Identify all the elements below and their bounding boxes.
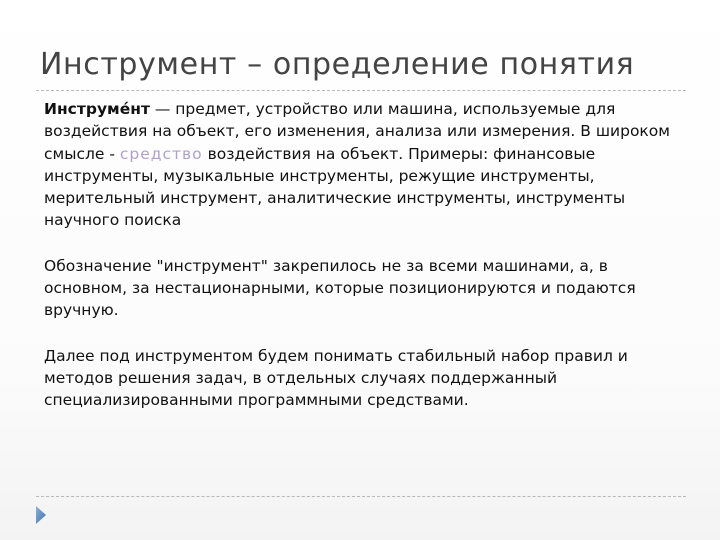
definition-text-start: — предмет, устройство или машина, используемые для воздействия на объект, его изменения, анализа или измерения. В широком смысле - [44,100,670,163]
triangle-right-icon[interactable] [36,506,46,524]
instrument-meaning-paragraph: Далее под инструментом будем понимать стабильный набор правил и методов решения задач, в отдельных случаях поддержанный специализированными программными средствами. [44,346,628,410]
designation-paragraph: Обозначение "инструмент" закрепилось не за всеми машинами, а, в основном, за нестационарными, которые позиционируются и подаются вручную. [44,256,636,320]
definition-paragraph [44,98,674,232]
footer-divider [36,496,686,497]
title-divider [36,90,686,91]
definition-text-end: воздействия на объект. Примеры: финансовые инструменты, музыкальные инструменты, режущие инструменты, мерительный инструмент, аналитические инструменты, инструменты научного поиска [44,144,626,230]
term-bold: Инструме́нт [44,100,150,118]
slide-content [44,98,674,412]
sredstvo-link[interactable]: средство [119,144,203,163]
slide-title: Инструмент – определение понятия [40,47,635,82]
